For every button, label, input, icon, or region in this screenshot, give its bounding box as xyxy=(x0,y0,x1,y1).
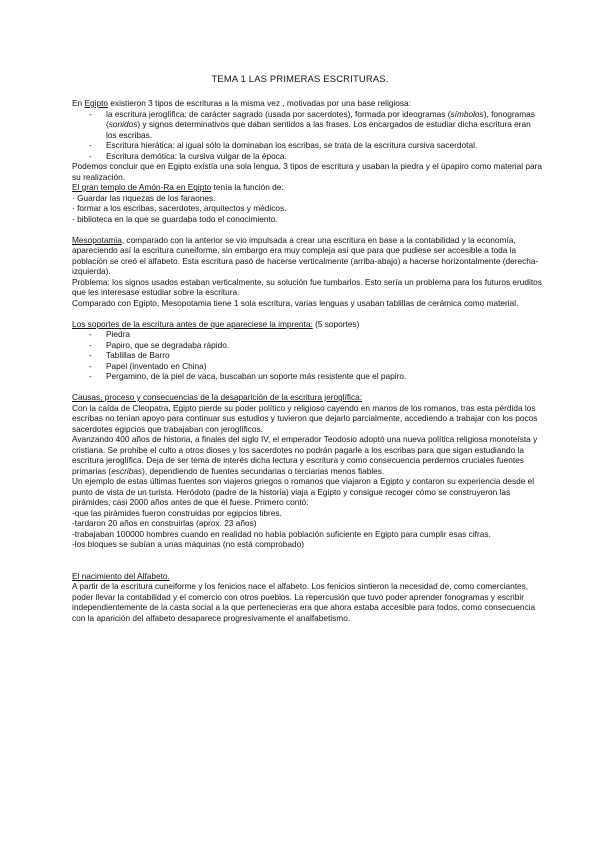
egipto-intro xyxy=(72,98,542,109)
item-italic: símbolos xyxy=(450,108,484,119)
soportes-list xyxy=(72,329,542,382)
templo-heading: El gran templo de Amón-Ra en Egipto xyxy=(72,182,212,192)
soportes-heading-rest: (5 soportes) xyxy=(312,318,360,329)
egipto-link: Egipto xyxy=(84,98,108,108)
spacer xyxy=(72,550,542,571)
soportes-line xyxy=(72,319,542,330)
spacer xyxy=(72,382,542,393)
templo-item: · Guardar las riquezas de los faraones. xyxy=(72,192,216,203)
alfabeto-p1: A partir de la escritura cuneiforme y los fenicios nace el alfabeto. Los fenicios sintieron la necesidad de, como comerciantes, poder llevar la contabilidad y el comercio con otros pueblos. La repercusión que tuvo poder aprender fonogramas y escribir independientemente de la casta social a la que pertenecieras era que ahora estaba accesible para todos, como consecuencia con la aparición del alfabeto desaparece progresivamente el analfabetismo. xyxy=(72,581,536,623)
causas-list-item: -que las pirámides fueron construidas por egipcios libres. xyxy=(72,507,282,518)
item-text: ), fonogramas ( xyxy=(106,108,535,129)
item-text: la escritura jeroglífica: de carácter sagrado (usada por sacerdotes), formada por ideogramas ( xyxy=(106,108,451,119)
spacer xyxy=(72,224,542,235)
document-body xyxy=(72,98,542,623)
item-italic: sonidos xyxy=(108,119,138,129)
causas-list-item: -los bloques se subían a unas máquinas (no está comprobado) xyxy=(72,539,304,549)
templo-line xyxy=(72,182,542,193)
templo-rest: tenía la función de: xyxy=(211,182,284,192)
list-item: - Tablillas de Barro xyxy=(72,350,542,361)
templo-item: · biblioteca en la que se guardaba todo el conocimiento. xyxy=(72,213,278,224)
list-item: - Escritura demótica: la cursiva vulgar de la época. xyxy=(72,151,542,162)
mesopotamia-p1-rest: , comparado con la anterior se vio impulsada a crear una escritura en base a la contabilidad y la economía, apareciendo así la escritura cuneiforme, sin embargo era muy compleja así que para que pudiese ser accesible a toda la población se creó el alfabeto. Esta escritura pasó de hacerse verticalmente (arriba-abajo) a hacerse horizontalmente (derecha-izquierda). xyxy=(72,234,539,276)
egipto-writing-list xyxy=(72,109,542,162)
egipto-conclusion: Podemos concluir que en Egipto existía una sola lengua, 3 tipos de escritura y usaban la piedra y el üpapiro como material para su realización. xyxy=(72,161,542,182)
list-item: - Escritura hierática: al igual sólo la dominaban los escribas, se trata de la escritura cursiva sacerdotal. xyxy=(72,140,542,151)
page-title: TEMA 1 LAS PRIMERAS ESCRITURAS. xyxy=(211,73,389,84)
item-text: ) y signos determinativos que daban sentidos a las frases. Los encargados de estudiar dicha escritura eran los escribas. xyxy=(106,119,531,140)
causas-p2-text: Avanzando 400 años de historia, a finales del siglo IV, el emperador Teodosio adoptó una nueva política religiosa monoteísta y cristiana. Se prohibe el culto a otros dioses y los sacerdotes no podrán pagarle a los escribas para que sigan estudiando la escritura jeroglífica. Deja de ser tema de interés dicha lectura y escritura y como consecuencia perdemos cruciales fuentes primarias ( xyxy=(72,434,538,476)
causas-p2 xyxy=(72,434,542,476)
list-item: - Papel (inventado en China) xyxy=(72,361,542,372)
causas-p3: Un ejemplo de estas últimas fuentes son viajeros griegos o romanos que viajaron a Egipto y contaron su experiencia desde el punto de vista de un turista. Heródoto (padre de la historia) viaja a Egipto y consigue recoger cómo se construyeron las pirámides, casi 2000 años antes de que él fuese. Primero contó: xyxy=(72,476,535,507)
mesopotamia-p2: Problema: los signos usados estaban verticalmente, su solución fue tumbarlos. Esto sería un problema para los futuros eruditos que les interesase estudiar sobre la escritura. xyxy=(72,276,542,297)
mesopotamia-heading: Mesopotamia xyxy=(72,234,122,245)
causas-p1: Con la caída de Cleopatra, Egipto pierde su poder político y religioso cayendo en manos de los romanos, tras esta pérdida los escribas no tenían apoyo para continuar sus estudios y tuvieron que dejarlo parcialmente, accediendo a trabajar con los pocos sacerdotes egipcios que trabajaban con jeroglíficos. xyxy=(72,402,538,434)
templo-item: · formar a los escribas, sacerdotes, arquitectos y médicos. xyxy=(72,203,287,213)
list-item: - Pergamino, de la piel de vaca, buscaban un soporte más resistente que el papiro. xyxy=(72,371,542,382)
causas-p2-text: ), dependiendo de fuentes secundarias o terciarias menos fiables. xyxy=(142,465,385,476)
list-item xyxy=(72,109,542,141)
causas-heading: Causas, proceso y consecuencias de la desaparición de la escritura jeroglífica: xyxy=(72,392,363,402)
list-item: - Piedra xyxy=(72,329,542,340)
egipto-intro-rest: existieron 3 tipos de escrituras a la misma vez , motivadas por una base religiosa: xyxy=(108,98,411,108)
causas-p2-italic: escribas xyxy=(111,465,143,476)
causas-list-item: -trabajaban 100000 hombres cuando en realidad no había población suficiente en Egipto para cumplir esas cifras. xyxy=(72,528,491,539)
spacer xyxy=(72,308,542,319)
causas-list-item: -tardaron 20 años en construirlas (aprox. 23 años) xyxy=(72,518,257,528)
mesopotamia-p1 xyxy=(72,235,542,277)
list-item: - Papiro, que se degradaba rápido. xyxy=(72,340,542,351)
mesopotamia-p3: Comparado con Egipto, Mesopotamia tiene 1 sola escritura, varias lenguas y usaban tablillas de cerámica como material. xyxy=(72,297,519,308)
soportes-heading: Los soportes de la escritura antes de que apareciese la imprenta: xyxy=(72,318,313,329)
alfabeto-heading: El nacimiento del Alfabeto. xyxy=(72,570,170,581)
intro-prefix: En xyxy=(72,98,85,108)
